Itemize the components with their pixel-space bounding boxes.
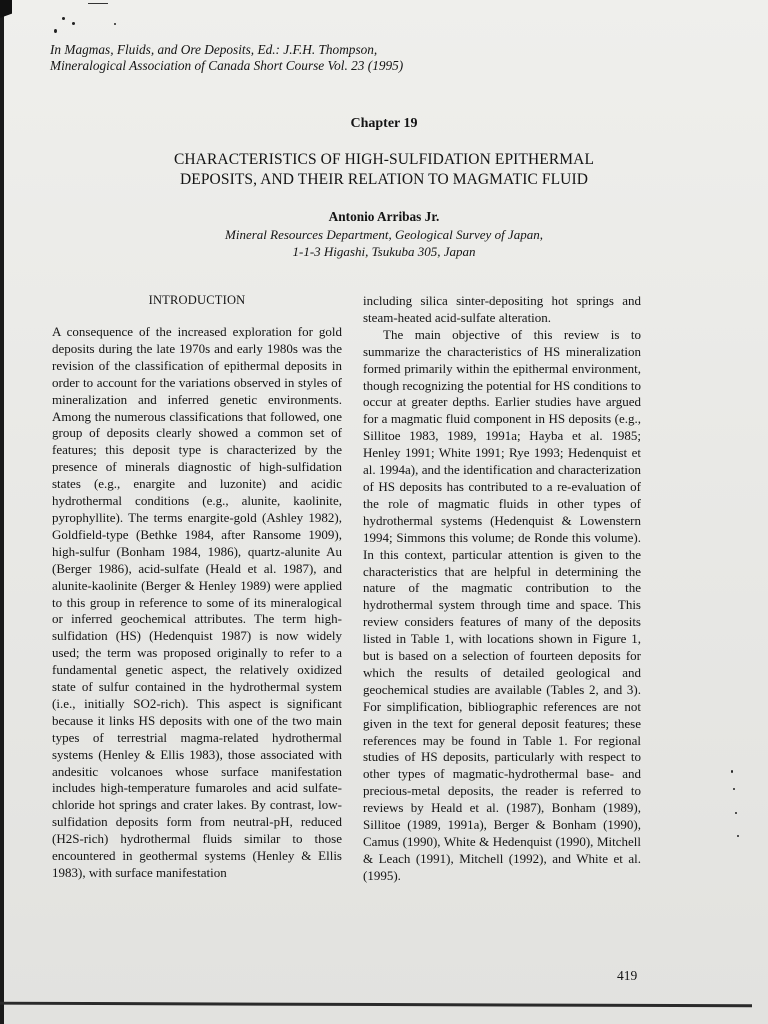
continuation-paragraph: including silica sinter-depositing hot springs and steam-heated acid-sulfate alteration.: [363, 293, 641, 325]
scan-top-rule: [88, 3, 108, 4]
title-line-1: CHARACTERISTICS OF HIGH-SULFIDATION EPITHERMAL: [173, 151, 595, 168]
affiliation-line-2: 1-1-3 Higashi, Tsukuba 305, Japan: [292, 244, 476, 259]
title-line-2: DEPOSITS, AND THEIR RELATION TO MAGMATIC FLUID: [179, 171, 589, 188]
intro-paragraph: A consequence of the increased exploration for gold deposits during the late 1970s and early 1980s was the revision of the classification of epithermal deposits in order to account for the variations observed in styles of mineralization and inferred genetic environments. Among the numerous classifications that followed, one group of deposits clearly showed a common set of features; this deposit type is characterized by the presence of minerals diagnostic of high-sulfidation states (e.g., enargite and luzonite) and acidic hydrothermal conditions (e.g., alunite, kaolinite, pyrophyllite). The terms enargite-gold (Ashley 1982), Goldfield-type (Bethke 1984, after Ransome 1909), high-sulfur (Bonham 1984, 1986), quartz-alunite Au (Berger 1986), acid-sulfate (Heald et al. 1987), and alunite-kaolinite (Berger & Henley 1989) were applied to this group in reference to some of its mineralogical or inferred geochemical attributes. The term high-sulfidation (HS) (Hedenquist 1987) is now widely used; the term was proposed originally to refer to a fundamental genetic aspect, the relatively oxidized state of sulfur contained in the hydrothermal system (i.e., initially SO2-rich). This aspect is significant because it links HS deposits with one of the two main types of terrestrial magma-related hydrothermal systems (Henley & Ellis 1983), those associated with andesitic volcanoes whose surface manifestation includes high-temperature fumaroles and acid sulfate-chloride hot springs and crater lakes. By contrast, low-sulfidation deposits form from neutral-pH, reduced (H2S-rich) hydrothermal fluids similar to those encountered in geothermal systems (Henley & Ellis 1983), with surface manifestation: [52, 324, 342, 880]
scan-speck: [731, 770, 733, 773]
source-citation: [50, 42, 550, 74]
scan-speck: [62, 17, 65, 20]
left-column: [52, 324, 342, 882]
scan-bottom-edge: [0, 1002, 752, 1008]
scan-speck: [72, 22, 75, 25]
author-affiliation: [0, 226, 768, 260]
objective-paragraph: The main objective of this review is to summarize the characteristics of HS mineralization formed primarily within the epithermal environment, though recognizing the potential for HS conditions to occur at greater depths. Earlier studies have argued for a magmatic fluid component in HS deposits (e.g., Sillitoe 1983, 1989, 1991a; Hayba et al. 1985; Henley 1991; White 1991; Rye 1993; Hedenquist et al. 1994a), and the identification and characterization of HS deposits has contributed to a re-evaluation of the role of magmatic fluids in other types of hydrothermal systems (Hedenquist & Lowenstern 1994; Simmons this volume; de Ronde this volume). In this context, particular attention is given to the characteristics that are helpful in determining the nature of the magmatic contribution to the hydrothermal system through time and space. This review considers features of many of the deposits listed in Table 1, with locations shown in Figure 1, but is based on a selection of fourteen deposits for which the results of detailed geological and geochemical studies are available (Tables 2, and 3). For simplification, bibliographic references are not given in the text for general deposit features; these references may be found in Table 1. For regional studies of HS deposits, particularly with respect to other types of magmatic-hydrothermal base- and precious-metal deposits, the reader is referred to reviews by Heald et al. (1987), Bonham (1989), Sillitoe (1989, 1991a), Berger & Bonham (1990), Camus (1990), White & Hedenquist (1990), Mitchell & Leach (1991), Mitchell (1992), and White et al. (1995).: [363, 326, 641, 883]
scan-speck: [733, 788, 735, 790]
scan-speck: [735, 812, 737, 814]
scan-speck: [114, 23, 116, 25]
author-name: Antonio Arribas Jr.: [328, 209, 440, 224]
scan-left-edge: [0, 0, 4, 1024]
citation-line-1: In Magmas, Fluids, and Ore Deposits, Ed.: J.F.H. Thompson,: [50, 42, 378, 57]
page-number: 419: [617, 968, 638, 983]
chapter-label: Chapter 19: [350, 116, 418, 131]
scan-speck: [737, 835, 739, 837]
affiliation-line-1: Mineral Resources Department, Geological Survey of Japan,: [225, 227, 543, 242]
paper-title: [40, 150, 728, 190]
scan-speck: [54, 29, 57, 33]
citation-line-2: Mineralogical Association of Canada Short Course Vol. 23 (1995): [50, 58, 404, 73]
right-column: [363, 293, 641, 885]
section-heading: INTRODUCTION: [148, 293, 246, 307]
scan-corner-mark: [0, 0, 12, 40]
